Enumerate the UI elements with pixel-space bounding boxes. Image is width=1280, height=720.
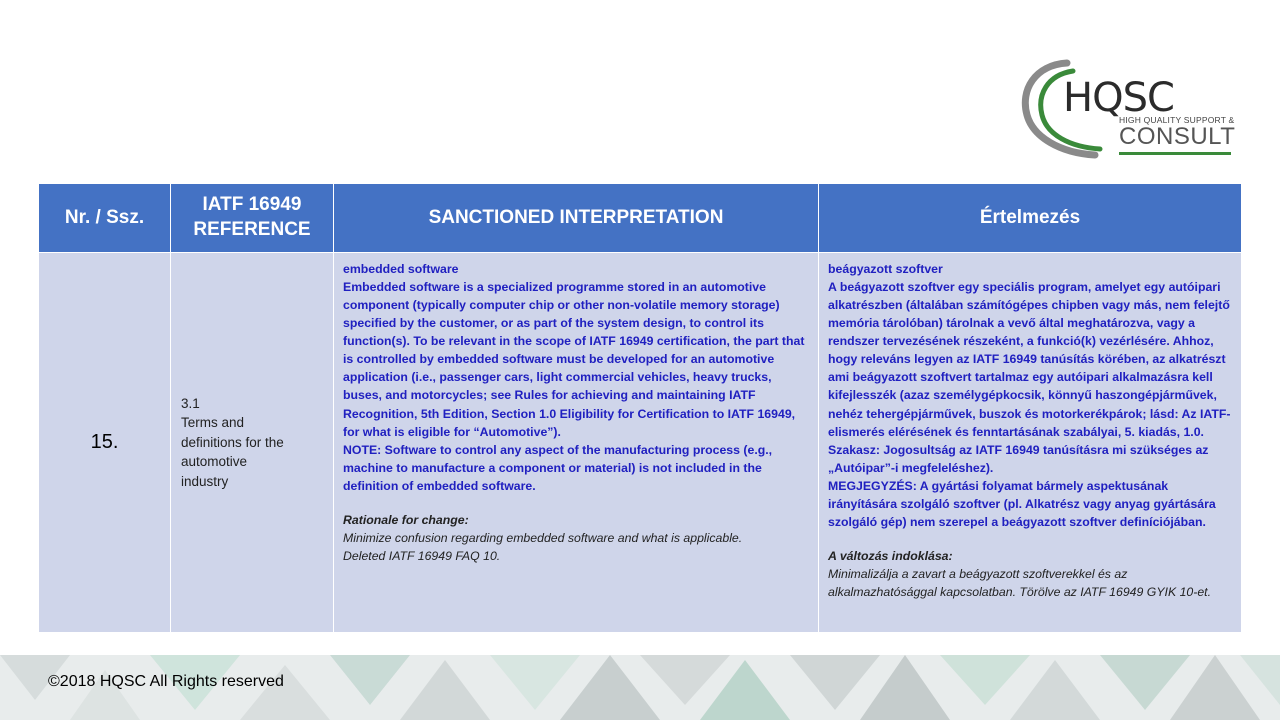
ertelmezes-rationale-heading: A változás indoklása: xyxy=(828,548,953,563)
copyright-text: ©2018 HQSC All Rights reserved xyxy=(48,673,284,690)
table-header-row xyxy=(39,184,1242,253)
row-number: 15. xyxy=(39,253,171,633)
reference-line: definitions for the xyxy=(181,434,284,450)
row-reference xyxy=(171,253,334,633)
sanctioned-heading: embedded software xyxy=(343,262,459,276)
reference-line: 3.1 xyxy=(181,395,200,411)
ertelmezes-cell xyxy=(819,253,1242,633)
interpretation-table xyxy=(38,183,1241,633)
header-ertelmezes: Értelmezés xyxy=(819,184,1242,253)
ertelmezes-note: MEGJEGYZÉS: A gyártási folyamat bármely aspektusának irányítására szolgáló szoftver (pl. Alkatrész vagy anyag gyártására szolgáló gép) nem szerepel a beágyazott szoftver definíciójában. xyxy=(828,478,1216,529)
logo-name: HQSC xyxy=(1063,75,1174,121)
logo-subname: CONSULT xyxy=(1119,123,1236,150)
reference-line: industry xyxy=(181,473,229,489)
logo-underline xyxy=(1119,152,1231,155)
sanctioned-rationale-line: Minimize confusion regarding embedded software and what is applicable. xyxy=(343,530,743,545)
sanctioned-paragraph: Embedded software is a specialized programme stored in an automotive component (typically computer chip or other non-volatile memory storage) specified by the customer, or as part of the system design, to control its function(s). To be relevant in the scope of IATF 16949 certification, the part that is controlled by embedded software must be developed for an automotive application (i.e., passenger cars, light commercial vehicles, heavy trucks, buses, and motorcycles; see Rules for achieving and maintaining IATF Recognition, 5th Edition, Section 1.0 Eligibility for Certification to IATF 16949, for what is eligible for “Automotive”). xyxy=(343,280,805,439)
table-row xyxy=(39,253,1242,633)
header-reference: IATF 16949 REFERENCE xyxy=(171,184,334,253)
sanctioned-note: NOTE: Software to control any aspect of the manufacturing process (e.g., machine to manufacture a component or material) is not included in the definition of embedded software. xyxy=(343,442,773,493)
hqsc-logo xyxy=(1015,55,1240,160)
sanctioned-rationale-heading: Rationale for change: xyxy=(343,512,469,527)
sanctioned-rationale-line: Deleted IATF 16949 FAQ 10. xyxy=(343,548,501,563)
ertelmezes-paragraph: A beágyazott szoftver egy speciális program, amelyet egy autóipari alkatrészben (általában számítógépes chipben vagy más, nem felejtő memória tárolóban) tárolnak a vevő által meghatározva, vagy a rendszer tervezésének részeként, a funkció(k) vezérlésére. Ahhoz, hogy releváns legyen az IATF 16949 tanúsítás körében, az alkatrészt ami beágyazott szoftvert tartalmaz egy autóipari alkalmazásra kell kifejlesszék (azaz személygépkocsik, könnyű haszongépjárművek, nehéz tehergépjárművek, buszok és motorkerékpárok; lásd: Az IATF-elismerés elérésének és fenntartásának szabályai, 5. kiadás, 1.0. Szakasz: Jogosultság az IATF 16949 tanúsításra mi szükséges az „Autóipar”-i megfeleléshez). xyxy=(828,280,1231,475)
ertelmezes-rationale-line: Minimalizálja a zavart a beágyazott szoftverekkel és az alkalmazhatósággal kapcsolatban. Törölve az IATF 16949 GYIK 10-et. xyxy=(828,567,1212,600)
header-nr: Nr. / Ssz. xyxy=(39,184,171,253)
reference-line: automotive xyxy=(181,454,248,470)
sanctioned-cell xyxy=(334,253,819,633)
header-sanctioned: SANCTIONED INTERPRETATION xyxy=(334,184,819,253)
ertelmezes-heading: beágyazott szoftver xyxy=(828,262,943,276)
reference-line: Terms and xyxy=(181,415,245,431)
logo-tagline: HIGH QUALITY SUPPORT & xyxy=(1119,115,1235,125)
